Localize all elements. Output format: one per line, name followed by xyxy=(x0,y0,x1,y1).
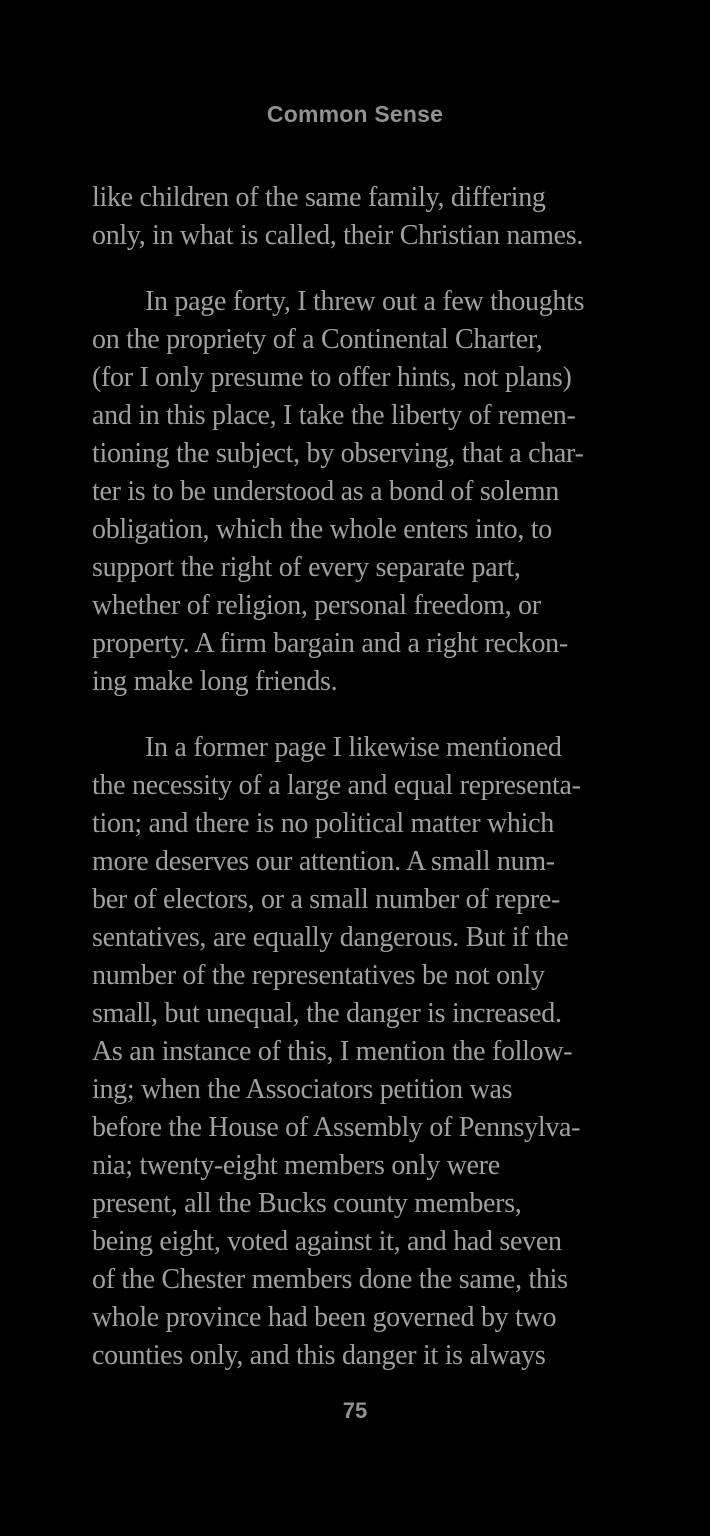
text-line: property. A firm bargain and a right reckon- xyxy=(92,628,568,659)
text-line: As an instance of this, I mention the follow- xyxy=(92,1036,573,1067)
text-line: tion; and there is no political matter which xyxy=(92,808,554,839)
page-text xyxy=(92,179,632,1375)
text-line: (for I only presume to offer hints, not plans) xyxy=(92,362,572,393)
paragraph xyxy=(92,179,632,255)
text-line: more deserves our attention. A small num- xyxy=(92,846,555,877)
text-line: before the House of Assembly of Pennsylva- xyxy=(92,1112,581,1143)
text-line: on the propriety of a Continental Charter, xyxy=(92,324,543,355)
text-line: obligation, which the whole enters into, to xyxy=(92,514,552,545)
paragraph xyxy=(92,729,632,1375)
text-line: sentatives, are equally dangerous. But if the xyxy=(92,922,569,953)
text-line: being eight, voted against it, and had seven xyxy=(92,1226,562,1257)
page-number: 75 xyxy=(342,1398,368,1423)
text-line: like children of the same family, differing xyxy=(92,182,546,213)
text-line: small, but unequal, the danger is increased. xyxy=(92,998,562,1029)
text-line: tioning the subject, by observing, that a char- xyxy=(92,438,584,469)
running-header xyxy=(0,101,710,128)
text-line: only, in what is called, their Christian names. xyxy=(92,220,584,251)
text-line: ter is to be understood as a bond of solemn xyxy=(92,476,559,507)
text-line: number of the representatives be not only xyxy=(92,960,545,991)
text-line: of the Chester members done the same, this xyxy=(92,1264,568,1295)
text-line: whole province had been governed by two xyxy=(92,1302,557,1333)
page-footer xyxy=(0,1398,710,1424)
paragraph xyxy=(92,283,632,701)
text-line: ing make long friends. xyxy=(92,666,338,697)
text-line: In page forty, I threw out a few thoughts xyxy=(145,286,585,317)
text-line: counties only, and this danger it is always xyxy=(92,1340,546,1371)
text-line: present, all the Bucks county members, xyxy=(92,1188,522,1219)
book-title: Common Sense xyxy=(266,101,444,127)
text-line: ing; when the Associators petition was xyxy=(92,1074,513,1105)
text-line: and in this place, I take the liberty of remen- xyxy=(92,400,576,431)
text-line: nia; twenty-eight members only were xyxy=(92,1150,500,1181)
text-line: support the right of every separate part, xyxy=(92,552,521,583)
text-line: In a former page I likewise mentioned xyxy=(145,732,562,763)
text-line: the necessity of a large and equal representa- xyxy=(92,770,581,801)
text-line: whether of religion, personal freedom, or xyxy=(92,590,541,621)
text-line: ber of electors, or a small number of repre- xyxy=(92,884,561,915)
